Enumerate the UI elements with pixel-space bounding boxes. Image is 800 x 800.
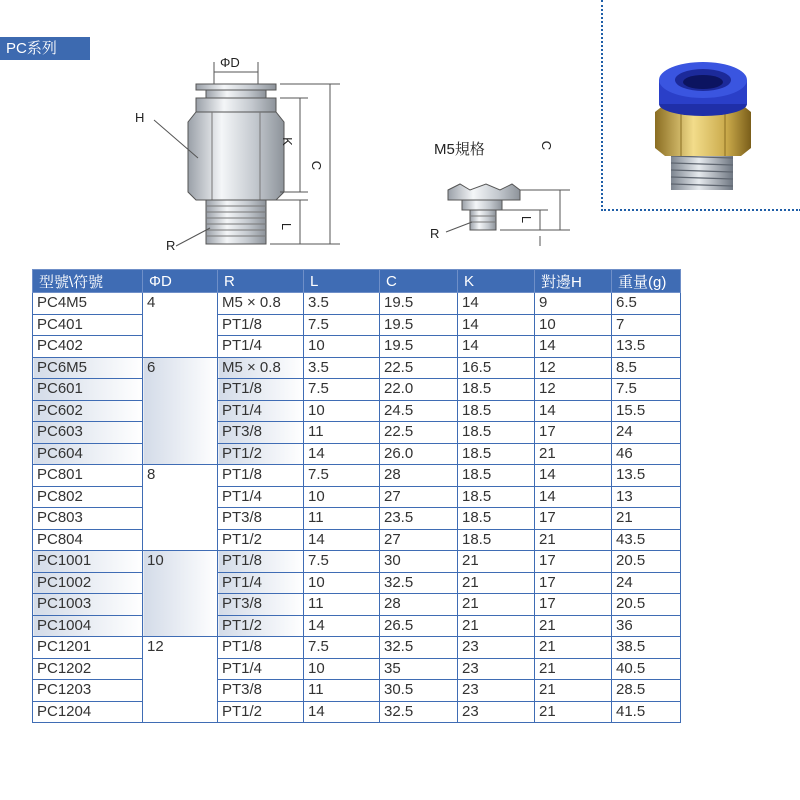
cell-l: 11: [304, 422, 380, 444]
table-row: [33, 572, 681, 594]
cell-l: 7.5: [304, 314, 380, 336]
cell-hex-width: 21: [535, 443, 612, 465]
cell-c: 26.5: [380, 615, 458, 637]
cell-hex-width: 17: [535, 508, 612, 530]
cell-c: 32.5: [380, 701, 458, 723]
cell-r: PT1/8: [218, 465, 304, 487]
cell-hex-width: 14: [535, 336, 612, 358]
table-row: [33, 314, 681, 336]
cell-weight: 36: [612, 615, 681, 637]
cell-c: 28: [380, 465, 458, 487]
cell-l: 7.5: [304, 465, 380, 487]
m5-title: M5規格: [434, 141, 485, 158]
cell-model: PC1004: [33, 615, 143, 637]
cell-k: 21: [458, 615, 535, 637]
cell-r: PT1/8: [218, 314, 304, 336]
cell-phi-d: 10: [143, 551, 218, 637]
cell-model: PC1202: [33, 658, 143, 680]
cell-l: 10: [304, 336, 380, 358]
cell-r: PT1/8: [218, 551, 304, 573]
cell-model: PC1003: [33, 594, 143, 616]
table-row: [33, 637, 681, 659]
cell-r: PT3/8: [218, 680, 304, 702]
cell-weight: 7.5: [612, 379, 681, 401]
cell-r: PT1/4: [218, 486, 304, 508]
cell-c: 35: [380, 658, 458, 680]
cell-c: 32.5: [380, 572, 458, 594]
cell-hex-width: 10: [535, 314, 612, 336]
cell-r: PT1/4: [218, 336, 304, 358]
cell-l: 14: [304, 529, 380, 551]
cell-r: PT3/8: [218, 508, 304, 530]
header-k: K: [458, 270, 535, 293]
c-label: C: [309, 160, 325, 171]
cell-l: 7.5: [304, 637, 380, 659]
cell-c: 19.5: [380, 336, 458, 358]
cell-k: 18.5: [458, 379, 535, 401]
cell-weight: 46: [612, 443, 681, 465]
cell-hex-width: 17: [535, 572, 612, 594]
cell-model: PC804: [33, 529, 143, 551]
cell-c: 23.5: [380, 508, 458, 530]
cell-k: 14: [458, 336, 535, 358]
m5-r-label: R: [430, 226, 440, 241]
cell-model: PC402: [33, 336, 143, 358]
cell-model: PC802: [33, 486, 143, 508]
cell-weight: 28.5: [612, 680, 681, 702]
table-row: [33, 336, 681, 358]
cell-l: 11: [304, 680, 380, 702]
cell-hex-width: 21: [535, 680, 612, 702]
cell-hex-width: 9: [535, 293, 612, 315]
cell-c: 24.5: [380, 400, 458, 422]
cell-c: 19.5: [380, 293, 458, 315]
cell-k: 23: [458, 658, 535, 680]
cell-k: 18.5: [458, 529, 535, 551]
table-row: [33, 486, 681, 508]
cell-k: 18.5: [458, 486, 535, 508]
cell-r: PT1/4: [218, 658, 304, 680]
cell-k: 14: [458, 314, 535, 336]
cell-hex-width: 14: [535, 486, 612, 508]
table-row: [33, 465, 681, 487]
m5-l-label: L: [519, 215, 535, 224]
cell-c: 27: [380, 529, 458, 551]
cell-r: PT3/8: [218, 422, 304, 444]
cell-model: PC1203: [33, 680, 143, 702]
header-c: C: [380, 270, 458, 293]
cell-k: 18.5: [458, 400, 535, 422]
cell-l: 7.5: [304, 379, 380, 401]
cell-k: 18.5: [458, 508, 535, 530]
cell-r: PT3/8: [218, 594, 304, 616]
table-row: [33, 379, 681, 401]
cell-l: 11: [304, 508, 380, 530]
cell-weight: 13: [612, 486, 681, 508]
main-fitting-drawing: [154, 62, 340, 246]
cell-l: 10: [304, 572, 380, 594]
h-label: H: [135, 110, 145, 125]
table-row: [33, 529, 681, 551]
cell-k: 16.5: [458, 357, 535, 379]
cell-hex-width: 17: [535, 422, 612, 444]
cell-model: PC1002: [33, 572, 143, 594]
cell-r: PT1/2: [218, 443, 304, 465]
cell-weight: 15.5: [612, 400, 681, 422]
cell-phi-d: 8: [143, 465, 218, 551]
table-row: [33, 658, 681, 680]
cell-c: 26.0: [380, 443, 458, 465]
cell-k: 23: [458, 701, 535, 723]
header-hex-width: 對邊H: [535, 270, 612, 293]
r-label: R: [166, 238, 176, 253]
header-model: 型號\符號: [33, 270, 143, 293]
cell-hex-width: 21: [535, 658, 612, 680]
cell-k: 14: [458, 293, 535, 315]
cell-r: PT1/8: [218, 379, 304, 401]
cell-model: PC803: [33, 508, 143, 530]
k-label: K: [279, 137, 295, 146]
cell-k: 21: [458, 551, 535, 573]
table-row: [33, 293, 681, 315]
cell-k: 18.5: [458, 443, 535, 465]
cell-model: PC604: [33, 443, 143, 465]
cell-hex-width: 14: [535, 465, 612, 487]
header-l: L: [304, 270, 380, 293]
cell-model: PC602: [33, 400, 143, 422]
cell-l: 14: [304, 615, 380, 637]
cell-c: 27: [380, 486, 458, 508]
cell-weight: 43.5: [612, 529, 681, 551]
cell-r: PT1/2: [218, 701, 304, 723]
cell-r: M5 × 0.8: [218, 293, 304, 315]
table-row: [33, 422, 681, 444]
cell-k: 23: [458, 637, 535, 659]
l-label: L: [279, 222, 295, 231]
cell-weight: 40.5: [612, 658, 681, 680]
cell-model: PC1201: [33, 637, 143, 659]
table-row: [33, 443, 681, 465]
header-r: R: [218, 270, 304, 293]
cell-c: 22.5: [380, 422, 458, 444]
cell-hex-width: 21: [535, 529, 612, 551]
cell-c: 32.5: [380, 637, 458, 659]
cell-weight: 20.5: [612, 594, 681, 616]
table-row: [33, 615, 681, 637]
cell-r: PT1/4: [218, 572, 304, 594]
cell-k: 21: [458, 572, 535, 594]
table-row: [33, 551, 681, 573]
cell-hex-width: 21: [535, 701, 612, 723]
cell-c: 30.5: [380, 680, 458, 702]
product-photo-frame: [601, 0, 800, 211]
cell-weight: 7: [612, 314, 681, 336]
cell-model: PC6M5: [33, 357, 143, 379]
table-row: [33, 508, 681, 530]
cell-k: 18.5: [458, 422, 535, 444]
cell-r: PT1/8: [218, 637, 304, 659]
cell-c: 22.0: [380, 379, 458, 401]
m5-c-label: C: [539, 140, 555, 151]
table-header-row: [33, 270, 681, 293]
spec-table: [32, 269, 681, 723]
cell-weight: 13.5: [612, 336, 681, 358]
m5-fitting-drawing: [446, 184, 570, 246]
cell-l: 3.5: [304, 357, 380, 379]
cell-k: 23: [458, 680, 535, 702]
cell-model: PC603: [33, 422, 143, 444]
cell-k: 18.5: [458, 465, 535, 487]
cell-weight: 21: [612, 508, 681, 530]
cell-l: 7.5: [304, 551, 380, 573]
cell-weight: 13.5: [612, 465, 681, 487]
cell-hex-width: 21: [535, 637, 612, 659]
cell-model: PC1001: [33, 551, 143, 573]
cell-model: PC801: [33, 465, 143, 487]
cell-l: 14: [304, 443, 380, 465]
cell-weight: 24: [612, 422, 681, 444]
cell-k: 21: [458, 594, 535, 616]
cell-l: 3.5: [304, 293, 380, 315]
cell-weight: 24: [612, 572, 681, 594]
cell-hex-width: 17: [535, 594, 612, 616]
cell-hex-width: 12: [535, 379, 612, 401]
cell-l: 14: [304, 701, 380, 723]
table-row: [33, 701, 681, 723]
cell-weight: 20.5: [612, 551, 681, 573]
product-photo: [603, 0, 800, 209]
cell-phi-d: 4: [143, 293, 218, 358]
phi-d-label: ΦD: [220, 55, 240, 70]
header-weight: 重量(g): [612, 270, 681, 293]
cell-weight: 41.5: [612, 701, 681, 723]
cell-weight: 38.5: [612, 637, 681, 659]
cell-weight: 6.5: [612, 293, 681, 315]
cell-c: 19.5: [380, 314, 458, 336]
cell-hex-width: 14: [535, 400, 612, 422]
cell-hex-width: 21: [535, 615, 612, 637]
cell-r: PT1/4: [218, 400, 304, 422]
table-row: [33, 400, 681, 422]
cell-r: PT1/2: [218, 615, 304, 637]
cell-model: PC4M5: [33, 293, 143, 315]
table-row: [33, 357, 681, 379]
cell-c: 22.5: [380, 357, 458, 379]
cell-hex-width: 17: [535, 551, 612, 573]
cell-model: PC601: [33, 379, 143, 401]
cell-c: 30: [380, 551, 458, 573]
cell-model: PC1204: [33, 701, 143, 723]
cell-model: PC401: [33, 314, 143, 336]
cell-r: PT1/2: [218, 529, 304, 551]
cell-c: 28: [380, 594, 458, 616]
table-row: [33, 680, 681, 702]
cell-l: 10: [304, 400, 380, 422]
cell-hex-width: 12: [535, 357, 612, 379]
cell-l: 10: [304, 486, 380, 508]
table-row: [33, 594, 681, 616]
cell-l: 11: [304, 594, 380, 616]
cell-phi-d: 12: [143, 637, 218, 723]
series-badge: PC系列: [0, 37, 90, 60]
cell-weight: 8.5: [612, 357, 681, 379]
cell-r: M5 × 0.8: [218, 357, 304, 379]
cell-l: 10: [304, 658, 380, 680]
header-phi-d: ΦD: [143, 270, 218, 293]
cell-phi-d: 6: [143, 357, 218, 465]
